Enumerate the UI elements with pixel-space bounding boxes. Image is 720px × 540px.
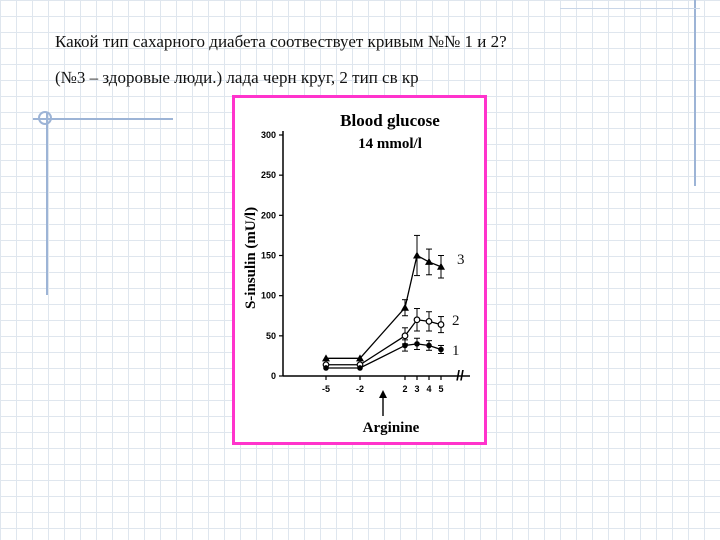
axis-break-mark: // bbox=[456, 367, 464, 383]
x-tick-label: 4 bbox=[426, 384, 432, 394]
question-line-1: Какой тип сахарного диабета соотвествует кривым №№ 1 и 2? bbox=[55, 32, 507, 51]
arginine-arrow-head-icon bbox=[379, 390, 387, 398]
y-tick-label: 0 bbox=[270, 371, 276, 381]
series-line-3 bbox=[326, 256, 441, 359]
data-point-series-1 bbox=[438, 347, 444, 353]
y-tick-label: 100 bbox=[260, 290, 276, 301]
data-point-series-2 bbox=[402, 333, 408, 339]
chart-frame bbox=[232, 95, 487, 445]
data-point-series-1 bbox=[357, 365, 363, 371]
insulin-chart bbox=[235, 98, 484, 442]
question-line-2: (№3 – здоровые люди.) лада черн круг, 2 тип св кр bbox=[55, 68, 419, 87]
curve-label-3: 3 bbox=[457, 252, 465, 268]
data-point-series-1 bbox=[414, 341, 420, 347]
decorative-vertical-line-left bbox=[46, 112, 48, 295]
data-point-series-1 bbox=[402, 343, 408, 349]
curve-label-2: 2 bbox=[452, 313, 460, 329]
decorative-vertical-line-right bbox=[694, 0, 696, 186]
y-tick-label: 200 bbox=[260, 210, 276, 221]
data-point-series-1 bbox=[426, 343, 432, 349]
data-point-series-2 bbox=[414, 317, 420, 323]
y-tick-label: 300 bbox=[260, 130, 276, 140]
chart-subtitle: 14 mmol/l bbox=[358, 136, 422, 152]
data-point-series-2 bbox=[438, 322, 444, 328]
data-point-series-2 bbox=[426, 319, 432, 325]
curve-label-1: 1 bbox=[452, 343, 460, 359]
data-point-series-3 bbox=[413, 252, 421, 259]
data-point-series-3 bbox=[425, 258, 433, 265]
y-tick-label: 50 bbox=[265, 330, 276, 341]
x-tick-label: 2 bbox=[402, 384, 408, 394]
x-tick-label: 3 bbox=[414, 384, 420, 394]
x-axis-label: Arginine bbox=[362, 420, 420, 436]
x-tick-label: -5 bbox=[321, 384, 331, 394]
x-tick-label: 5 bbox=[438, 384, 444, 394]
data-point-series-3 bbox=[401, 304, 409, 311]
y-tick-label: 250 bbox=[260, 170, 276, 181]
x-tick-label: -2 bbox=[355, 384, 365, 394]
decorative-horizontal-line-top bbox=[560, 8, 700, 9]
decorative-circle-icon bbox=[38, 111, 52, 125]
chart-title: Blood glucose bbox=[340, 111, 440, 130]
decorative-horizontal-line-left bbox=[33, 118, 173, 120]
y-tick-label: 150 bbox=[260, 250, 276, 261]
y-axis-label: S-insulin (mU/l) bbox=[243, 206, 259, 310]
data-point-series-1 bbox=[323, 365, 329, 371]
